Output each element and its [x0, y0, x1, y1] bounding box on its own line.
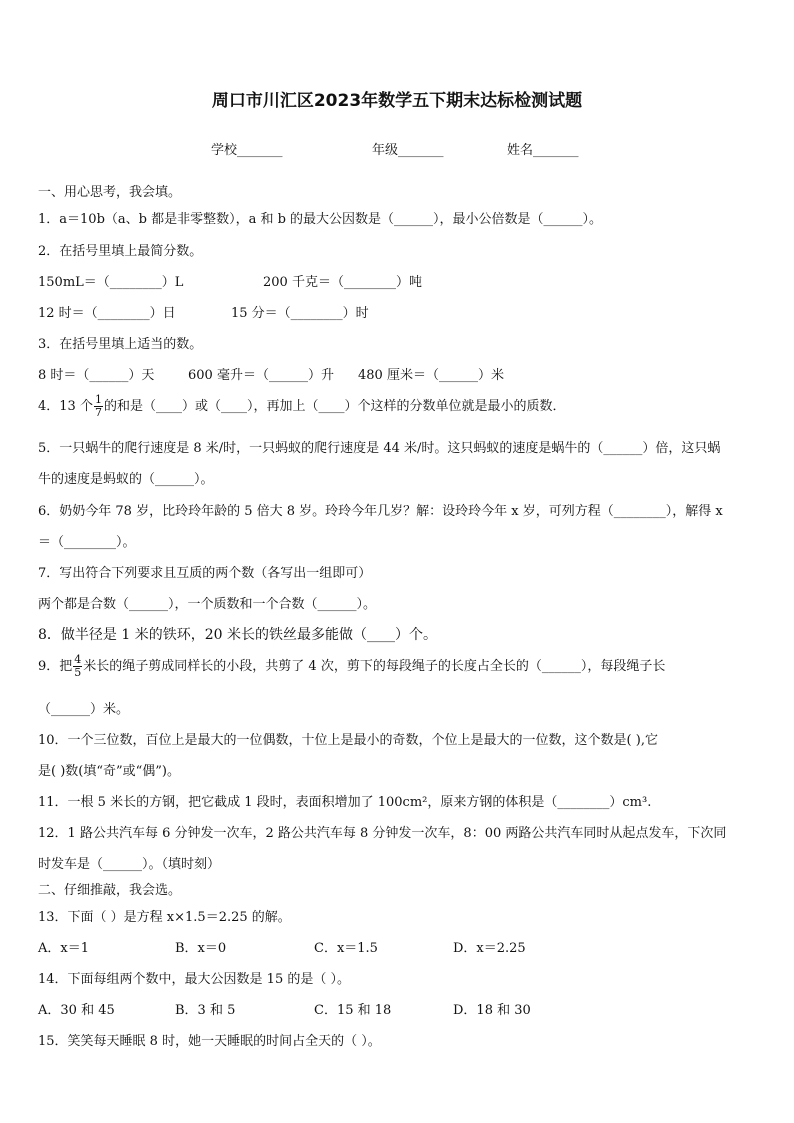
question-13-option-a: A．x＝1: [38, 941, 89, 956]
fraction-one-seventh: [94, 394, 103, 419]
question-2: 2．在括号里填上最简分数。: [38, 244, 203, 259]
question-2c: 12 时＝（________）日: [38, 306, 176, 321]
question-14: 14．下面每组两个数中，最大公因数是 15 的是（ ）。: [38, 972, 350, 987]
section-2-heading: 二、仔细推敲，我会选。: [38, 883, 182, 898]
question-9-text: 米长的绳子剪成同样长的小段，共剪了 4 次，剪下的每段绳子的长度占全长的（______），每段绳子长: [83, 659, 666, 674]
question-2a: 150mL＝（________）L: [38, 275, 184, 290]
question-2d: 15 分＝（________）时: [231, 306, 369, 321]
question-14-option-a: A．30 和 45: [38, 1003, 115, 1018]
question-6-line1: 6．奶奶今年 78 岁，比玲玲年龄的 5 倍大 8 岁。玲玲今年几岁？解：设玲玲今年 x 岁，可列方程（________），解得 x: [38, 504, 723, 519]
question-2b: 200 千克＝（________）吨: [263, 275, 422, 290]
fraction-four-fifths: [73, 654, 82, 679]
grade-field: 年级_______: [372, 143, 444, 158]
question-3c: 480 厘米＝（______）米: [358, 368, 504, 383]
question-12-line2: 时发车是（______）。（填时刻）: [38, 857, 221, 872]
question-4-text: 的和是（____）或（____），再加上（____）个这样的分数单位就是最小的质数．: [103, 399, 566, 414]
fraction-denominator: 7: [94, 406, 102, 419]
question-7a: 两个都是合数（______），一个质数和一个合数（______）。: [38, 597, 377, 612]
question-13-option-b: B．x＝0: [175, 941, 227, 956]
question-9-prefix: 9．把: [38, 659, 73, 674]
question-5-line1: 5．一只蜗牛的爬行速度是 8 米/时，一只蚂蚁的爬行速度是 44 米/时。这只蚂蚁的速度是蜗牛的（______）倍，这只蜗: [38, 441, 721, 456]
question-10-line1: 10．一个三位数，百位上是最大的一位偶数，十位上是最小的奇数，个位上是最大的一位数，这个数是( ),它: [38, 733, 658, 748]
question-13-option-c: C．x＝1.5: [314, 941, 378, 956]
question-13-option-d: D．x＝2.25: [453, 941, 526, 956]
question-3b: 600 毫升＝（______）升: [188, 368, 334, 383]
question-1: 1．a＝10b（a、b 都是非零整数），a 和 b 的最大公因数是（______），最小公倍数是（______）。: [38, 212, 603, 227]
question-3a: 8 时＝（______）天: [38, 368, 155, 383]
fraction-denominator: 5: [74, 666, 82, 679]
question-9-line1: [38, 654, 665, 679]
name-field: 姓名_______: [507, 143, 579, 158]
question-14-option-b: B．3 和 5: [175, 1003, 236, 1018]
question-15: 15．笑笑每天睡眠 8 时，她一天睡眠的时间占全天的（ ）。: [38, 1034, 381, 1049]
school-field: 学校_______: [211, 143, 283, 158]
question-4-prefix: 4．13 个: [38, 399, 93, 414]
fraction-numerator: 1: [94, 393, 102, 406]
question-3: 3．在括号里填上适当的数。: [38, 337, 203, 352]
question-5-line2: 牛的速度是蚂蚁的（______）。: [38, 472, 214, 487]
question-7: 7．写出符合下列要求且互质的两个数（各写出一组即可）: [38, 566, 372, 581]
question-12-line1: 12．1 路公共汽车每 6 分钟发一次车，2 路公共汽车每 8 分钟发一次车，8：00 两路公共汽车同时从起点发车，下次同: [38, 826, 727, 841]
question-14-option-d: D．18 和 30: [453, 1003, 531, 1018]
question-13: 13．下面（ ）是方程 x×1.5＝2.25 的解。: [38, 910, 291, 925]
section-1-heading: 一、用心思考，我会填。: [38, 185, 182, 200]
question-6-line2: ＝（________）。: [38, 535, 136, 550]
page-title: 周口市川汇区2023年数学五下期末达标检测试题: [211, 91, 583, 111]
fraction-numerator: 4: [74, 653, 82, 666]
question-10-line2: 是( )数(填“奇”或“偶”)。: [38, 764, 181, 779]
question-4: [38, 394, 565, 419]
question-11: 11．一根 5 米长的方钢，把它截成 1 段时，表面积增加了 100cm²，原来方钢的体积是（________）cm³.: [38, 795, 652, 810]
question-9-line2: （______）米。: [38, 702, 130, 717]
question-8: 8．做半径是 1 米的铁环，20 米长的铁丝最多能做（____）个。: [38, 627, 437, 643]
question-14-option-c: C．15 和 18: [314, 1003, 392, 1018]
